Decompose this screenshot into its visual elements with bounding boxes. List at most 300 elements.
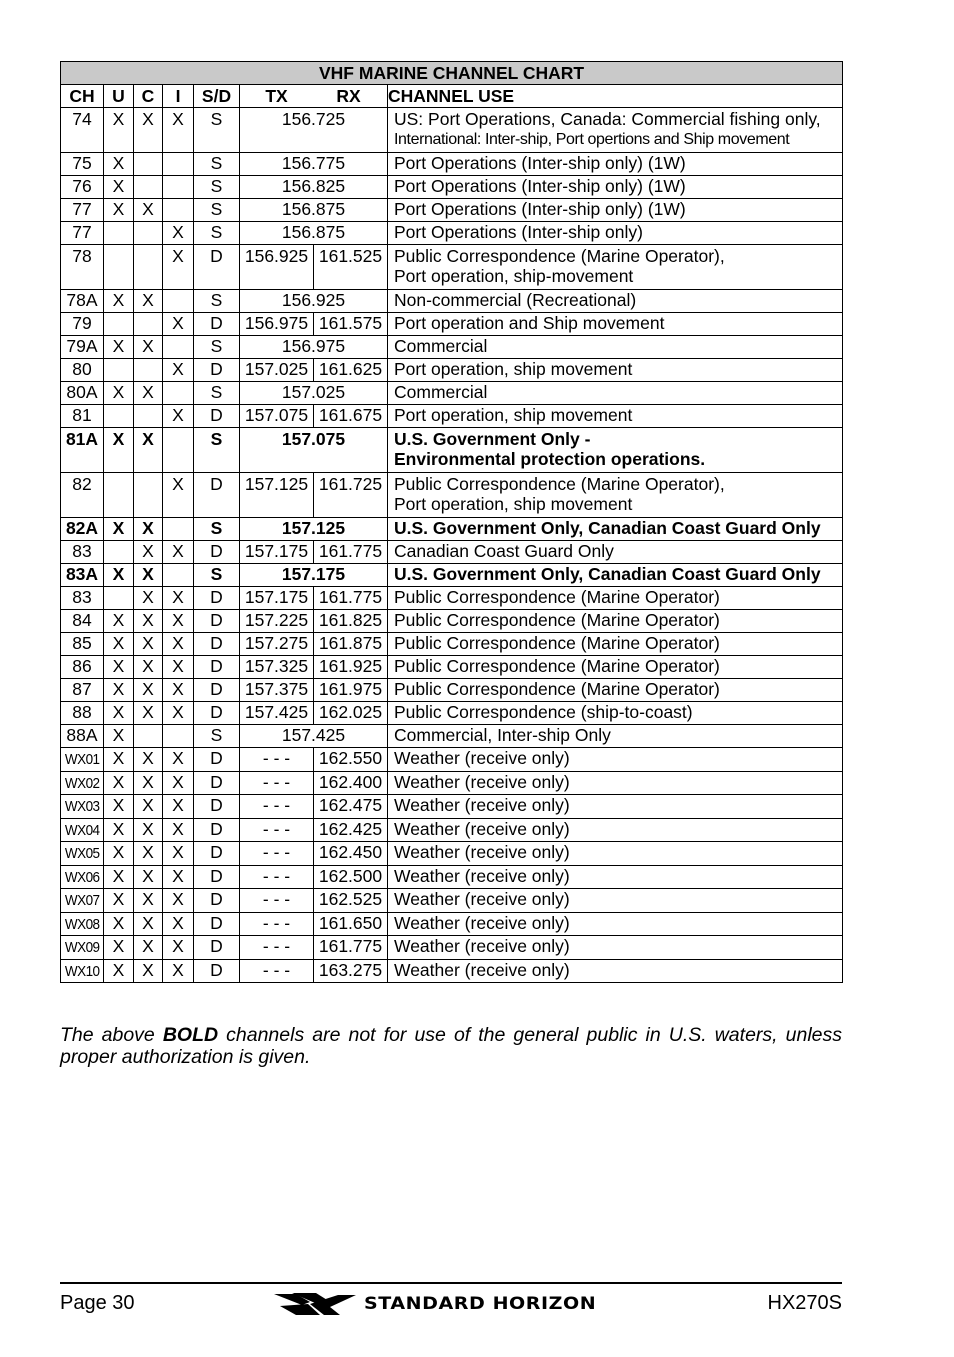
channel-use-line: Weather (receive only) xyxy=(394,936,570,956)
channel-number: WX02 xyxy=(64,774,100,792)
simplex-duplex-cell: D xyxy=(194,818,240,842)
intl-mode-cell xyxy=(163,725,194,748)
canada-mode-cell: X xyxy=(134,771,163,795)
channel-use-line: Weather (receive only) xyxy=(394,771,570,792)
channel-number-cell xyxy=(61,656,104,679)
intl-mode-cell: X xyxy=(163,771,194,795)
usa-mode-cell: X xyxy=(104,725,134,748)
simplex-duplex-cell: S xyxy=(194,428,240,473)
table-title: VHF MARINE CHANNEL CHART xyxy=(61,62,843,85)
table-row xyxy=(61,108,843,153)
canada-mode-cell: X xyxy=(134,633,163,656)
channel-use-cell xyxy=(388,336,843,359)
usa-mode-cell: X xyxy=(104,842,134,866)
channel-number: 82 xyxy=(72,474,92,494)
channel-use-line: Port operation, ship-movement xyxy=(394,265,634,286)
table-row xyxy=(61,795,843,819)
channel-use-cell xyxy=(388,889,843,913)
channel-use-line: Commercial xyxy=(394,382,488,402)
channel-number: WX06 xyxy=(64,868,100,886)
channel-number: WX01 xyxy=(64,751,100,768)
tx-frequency-cell: 157.075 xyxy=(240,405,314,428)
tx-frequency-cell: 157.375 xyxy=(240,679,314,702)
tx-frequency-cell: - - - xyxy=(240,936,314,960)
rx-frequency-cell: 162.450 xyxy=(314,842,388,866)
channel-number-cell xyxy=(61,633,104,656)
channel-use-cell xyxy=(388,473,843,518)
frequency-cell: 157.075 xyxy=(240,428,388,473)
channel-number: 79A xyxy=(66,336,98,356)
channel-use-cell xyxy=(388,564,843,587)
rx-frequency-cell: 161.775 xyxy=(314,541,388,564)
simplex-duplex-cell: D xyxy=(194,865,240,889)
canada-mode-cell: X xyxy=(134,610,163,633)
canada-mode-cell: X xyxy=(134,959,163,983)
tx-frequency-cell: - - - xyxy=(240,959,314,983)
usa-mode-cell xyxy=(104,473,134,518)
intl-mode-cell: X xyxy=(163,222,194,245)
tx-frequency-cell: 157.325 xyxy=(240,656,314,679)
channel-number-cell xyxy=(61,518,104,541)
frequency-cell: 157.025 xyxy=(240,382,388,405)
table-row xyxy=(61,959,843,983)
channel-use-cell xyxy=(388,818,843,842)
canada-mode-cell: X xyxy=(134,912,163,936)
channel-use-line: Public Correspondence (Marine Operator) xyxy=(394,633,720,653)
canada-mode-cell xyxy=(134,222,163,245)
rx-frequency-cell: 161.875 xyxy=(314,633,388,656)
channel-use-cell xyxy=(388,748,843,772)
canada-mode-cell xyxy=(134,725,163,748)
header-tx: TX xyxy=(265,86,288,106)
intl-mode-cell: X xyxy=(163,108,194,153)
channel-number-cell xyxy=(61,587,104,610)
channel-use-cell xyxy=(388,912,843,936)
simplex-duplex-cell: S xyxy=(194,382,240,405)
usa-mode-cell: X xyxy=(104,656,134,679)
header-i: I xyxy=(163,85,194,108)
usa-mode-cell xyxy=(104,405,134,428)
channel-number: 88 xyxy=(72,702,92,722)
usa-mode-cell: X xyxy=(104,518,134,541)
usa-mode-cell: X xyxy=(104,818,134,842)
tx-frequency-cell: - - - xyxy=(240,842,314,866)
usa-mode-cell: X xyxy=(104,633,134,656)
table-row xyxy=(61,725,843,748)
channel-number: WX07 xyxy=(64,892,100,909)
canada-mode-cell: X xyxy=(134,818,163,842)
rx-frequency-cell: 161.775 xyxy=(314,587,388,610)
simplex-duplex-cell: D xyxy=(194,936,240,960)
frequency-cell: 156.725 xyxy=(240,108,388,153)
channel-number: 84 xyxy=(72,610,92,630)
canada-mode-cell: X xyxy=(134,889,163,913)
table-row xyxy=(61,771,843,795)
tx-frequency-cell: 156.975 xyxy=(240,313,314,336)
tx-frequency-cell: 156.925 xyxy=(240,245,314,290)
channel-use-line: Port Operations (Inter-ship only) (1W) xyxy=(394,176,686,196)
usa-mode-cell: X xyxy=(104,702,134,725)
usa-mode-cell: X xyxy=(104,865,134,889)
channel-number-cell xyxy=(61,176,104,199)
channel-use-line: Port operation and Ship movement xyxy=(394,313,665,333)
rx-frequency-cell: 162.525 xyxy=(314,889,388,913)
frequency-cell: 157.425 xyxy=(240,725,388,748)
intl-mode-cell xyxy=(163,564,194,587)
tx-frequency-cell: 157.175 xyxy=(240,541,314,564)
simplex-duplex-cell: D xyxy=(194,245,240,290)
canada-mode-cell: X xyxy=(134,541,163,564)
table-row xyxy=(61,405,843,428)
tx-frequency-cell: 157.225 xyxy=(240,610,314,633)
canada-mode-cell: X xyxy=(134,656,163,679)
channel-number-cell xyxy=(61,865,104,889)
rx-frequency-cell: 162.425 xyxy=(314,818,388,842)
simplex-duplex-cell: D xyxy=(194,795,240,819)
channel-use-cell xyxy=(388,610,843,633)
header-channel-use: CHANNEL USE xyxy=(388,85,843,108)
simplex-duplex-cell: S xyxy=(194,199,240,222)
channel-use-line: Public Correspondence (Marine Operator), xyxy=(394,474,725,494)
tx-frequency-cell: 157.125 xyxy=(240,473,314,518)
channel-use-cell xyxy=(388,359,843,382)
channel-use-line: Public Correspondence (Marine Operator) xyxy=(394,679,720,699)
channel-number-cell xyxy=(61,405,104,428)
canada-mode-cell: X xyxy=(134,336,163,359)
frequency-cell: 157.175 xyxy=(240,564,388,587)
channel-use-line: Weather (receive only) xyxy=(394,842,570,862)
channel-number-cell xyxy=(61,936,104,960)
channel-number: 81 xyxy=(72,405,92,425)
usa-mode-cell: X xyxy=(104,199,134,222)
rx-frequency-cell: 161.725 xyxy=(314,473,388,518)
channel-use-line: Public Correspondence (Marine Operator), xyxy=(394,246,725,266)
tx-frequency-cell: 157.425 xyxy=(240,702,314,725)
bold-channels-footnote xyxy=(60,1024,842,1068)
channel-number-cell xyxy=(61,564,104,587)
table-row xyxy=(61,176,843,199)
intl-mode-cell xyxy=(163,382,194,405)
channel-number: 83 xyxy=(72,587,92,607)
channel-number-cell xyxy=(61,245,104,290)
simplex-duplex-cell: D xyxy=(194,959,240,983)
channel-use-cell xyxy=(388,865,843,889)
channel-use-cell xyxy=(388,382,843,405)
tx-frequency-cell: - - - xyxy=(240,912,314,936)
table-row xyxy=(61,610,843,633)
intl-mode-cell: X xyxy=(163,245,194,290)
channel-number-cell xyxy=(61,610,104,633)
channel-use-cell xyxy=(388,771,843,795)
channel-number-cell xyxy=(61,382,104,405)
channel-use-cell xyxy=(388,842,843,866)
table-row xyxy=(61,889,843,913)
simplex-duplex-cell: S xyxy=(194,336,240,359)
channel-use-cell xyxy=(388,222,843,245)
table-row xyxy=(61,518,843,541)
usa-mode-cell: X xyxy=(104,176,134,199)
channel-use-cell xyxy=(388,587,843,610)
usa-mode-cell xyxy=(104,313,134,336)
channel-use-cell xyxy=(388,959,843,983)
canada-mode-cell: X xyxy=(134,679,163,702)
intl-mode-cell: X xyxy=(163,702,194,725)
channel-use-line: U.S. Government Only, Canadian Coast Guard Only xyxy=(394,564,821,584)
frequency-cell: 156.975 xyxy=(240,336,388,359)
channel-use-line: Port Operations (Inter-ship only) (1W) xyxy=(394,199,686,219)
usa-mode-cell: X xyxy=(104,771,134,795)
channel-use-cell xyxy=(388,518,843,541)
channel-number-cell xyxy=(61,541,104,564)
channel-number: 81A xyxy=(65,429,99,449)
brand-name: STANDARD HORIZON xyxy=(364,1294,597,1314)
simplex-duplex-cell: D xyxy=(194,405,240,428)
table-row xyxy=(61,702,843,725)
tx-frequency-cell: 157.025 xyxy=(240,359,314,382)
table-body xyxy=(61,108,843,983)
channel-use-cell xyxy=(388,428,843,473)
channel-use-cell xyxy=(388,679,843,702)
usa-mode-cell: X xyxy=(104,959,134,983)
usa-mode-cell: X xyxy=(104,290,134,313)
channel-use-line: Environmental protection operations. xyxy=(394,448,706,469)
intl-mode-cell: X xyxy=(163,313,194,336)
canada-mode-cell: X xyxy=(134,936,163,960)
channel-use-cell xyxy=(388,153,843,176)
channel-use-line: Port Operations (Inter-ship only) (1W) xyxy=(394,153,686,173)
table-header-row xyxy=(61,85,843,108)
channel-use-line: Commercial, Inter-ship Only xyxy=(394,725,611,745)
channel-number: 87 xyxy=(72,679,92,699)
intl-mode-cell: X xyxy=(163,541,194,564)
channel-use-line: Public Correspondence (Marine Operator) xyxy=(394,656,720,676)
canada-mode-cell: X xyxy=(134,748,163,772)
rx-frequency-cell: 161.650 xyxy=(314,912,388,936)
simplex-duplex-cell: D xyxy=(194,656,240,679)
channel-use-cell xyxy=(388,290,843,313)
channel-use-cell xyxy=(388,795,843,819)
header-rx: RX xyxy=(336,86,361,106)
channel-number-cell xyxy=(61,842,104,866)
canada-mode-cell: X xyxy=(134,865,163,889)
channel-use-cell xyxy=(388,702,843,725)
channel-number-cell xyxy=(61,473,104,518)
table-row xyxy=(61,818,843,842)
channel-use-line: Port operation, ship movement xyxy=(394,493,633,514)
simplex-duplex-cell: D xyxy=(194,771,240,795)
channel-number: 76 xyxy=(72,176,92,196)
table-row xyxy=(61,199,843,222)
usa-mode-cell xyxy=(104,245,134,290)
intl-mode-cell: X xyxy=(163,473,194,518)
table-row xyxy=(61,748,843,772)
channel-number-cell xyxy=(61,912,104,936)
intl-mode-cell xyxy=(163,518,194,541)
rx-frequency-cell: 161.975 xyxy=(314,679,388,702)
channel-number: 77 xyxy=(72,222,92,242)
intl-mode-cell: X xyxy=(163,679,194,702)
usa-mode-cell: X xyxy=(104,610,134,633)
channel-use-cell xyxy=(388,633,843,656)
table-row xyxy=(61,912,843,936)
usa-mode-cell: X xyxy=(104,748,134,772)
usa-mode-cell xyxy=(104,222,134,245)
canada-mode-cell: X xyxy=(134,842,163,866)
rx-frequency-cell: 162.550 xyxy=(314,748,388,772)
intl-mode-cell xyxy=(163,428,194,473)
canada-mode-cell: X xyxy=(134,382,163,405)
channel-number-cell xyxy=(61,108,104,153)
channel-number-cell xyxy=(61,313,104,336)
simplex-duplex-cell: D xyxy=(194,359,240,382)
channel-number: WX09 xyxy=(64,939,100,956)
intl-mode-cell xyxy=(163,176,194,199)
usa-mode-cell xyxy=(104,541,134,564)
table-row xyxy=(61,541,843,564)
intl-mode-cell: X xyxy=(163,912,194,936)
intl-mode-cell: X xyxy=(163,889,194,913)
rx-frequency-cell: 162.475 xyxy=(314,795,388,819)
intl-mode-cell: X xyxy=(163,936,194,960)
canada-mode-cell: X xyxy=(134,199,163,222)
channel-use-cell xyxy=(388,656,843,679)
channel-use-line: International: Inter-ship, Port opertions and Ship movement xyxy=(394,130,790,148)
canada-mode-cell: X xyxy=(134,564,163,587)
model-number: HX270S xyxy=(767,1292,842,1314)
rx-frequency-cell: 162.025 xyxy=(314,702,388,725)
simplex-duplex-cell: D xyxy=(194,633,240,656)
channel-number: WX10 xyxy=(64,962,100,980)
rx-frequency-cell: 162.500 xyxy=(314,865,388,889)
channel-number-cell xyxy=(61,725,104,748)
channel-use-cell xyxy=(388,199,843,222)
channel-number: WX03 xyxy=(64,798,100,815)
channel-number-cell xyxy=(61,771,104,795)
channel-number: 77 xyxy=(72,199,92,219)
canada-mode-cell: X xyxy=(134,428,163,473)
simplex-duplex-cell: D xyxy=(194,610,240,633)
tx-frequency-cell: - - - xyxy=(240,818,314,842)
rx-frequency-cell: 161.575 xyxy=(314,313,388,336)
canada-mode-cell xyxy=(134,245,163,290)
table-row xyxy=(61,633,843,656)
usa-mode-cell: X xyxy=(104,382,134,405)
simplex-duplex-cell: D xyxy=(194,889,240,913)
rx-frequency-cell: 161.675 xyxy=(314,405,388,428)
canada-mode-cell xyxy=(134,405,163,428)
channel-use-line: Weather (receive only) xyxy=(394,795,570,815)
intl-mode-cell: X xyxy=(163,842,194,866)
channel-number-cell xyxy=(61,748,104,772)
simplex-duplex-cell: D xyxy=(194,587,240,610)
simplex-duplex-cell: D xyxy=(194,912,240,936)
intl-mode-cell xyxy=(163,336,194,359)
usa-mode-cell: X xyxy=(104,795,134,819)
intl-mode-cell: X xyxy=(163,865,194,889)
usa-mode-cell: X xyxy=(104,428,134,473)
rx-frequency-cell: 161.925 xyxy=(314,656,388,679)
table-row xyxy=(61,656,843,679)
channel-use-line: US: Port Operations, Canada: Commercial fishing only, xyxy=(394,109,821,129)
tx-frequency-cell: - - - xyxy=(240,748,314,772)
channel-use-line: Non-commercial (Recreational) xyxy=(394,290,637,310)
channel-use-cell xyxy=(388,313,843,336)
frequency-cell: 156.925 xyxy=(240,290,388,313)
canada-mode-cell: X xyxy=(134,587,163,610)
table-row xyxy=(61,587,843,610)
channel-number-cell xyxy=(61,889,104,913)
table-row xyxy=(61,359,843,382)
footer-divider xyxy=(60,1282,842,1284)
channel-use-cell xyxy=(388,936,843,960)
channel-use-line: Commercial xyxy=(394,336,488,356)
simplex-duplex-cell: D xyxy=(194,702,240,725)
usa-mode-cell: X xyxy=(104,153,134,176)
rx-frequency-cell: 161.525 xyxy=(314,245,388,290)
channel-use-line: Weather (receive only) xyxy=(394,912,570,933)
channel-use-line: Port operation, ship movement xyxy=(394,405,633,425)
vhf-channel-chart-table xyxy=(60,61,843,983)
channel-use-line: Port operation, ship movement xyxy=(394,359,633,379)
channel-use-line: Public Correspondence (Marine Operator) xyxy=(394,587,720,607)
channel-use-cell xyxy=(388,405,843,428)
table-row xyxy=(61,382,843,405)
channel-number: 83 xyxy=(72,541,92,561)
simplex-duplex-cell: D xyxy=(194,748,240,772)
channel-use-cell xyxy=(388,541,843,564)
usa-mode-cell xyxy=(104,587,134,610)
channel-use-line: Weather (receive only) xyxy=(394,889,570,909)
footnote-text-after: channels are not for use of the general public in U.S. waters, unless proper authorization is given. xyxy=(60,1024,842,1068)
simplex-duplex-cell: S xyxy=(194,176,240,199)
simplex-duplex-cell: D xyxy=(194,842,240,866)
simplex-duplex-cell: D xyxy=(194,679,240,702)
tx-frequency-cell: 157.275 xyxy=(240,633,314,656)
table-row xyxy=(61,679,843,702)
intl-mode-cell: X xyxy=(163,359,194,382)
usa-mode-cell xyxy=(104,359,134,382)
table-row xyxy=(61,842,843,866)
canada-mode-cell xyxy=(134,473,163,518)
table-row xyxy=(61,245,843,290)
standard-horizon-logo-icon xyxy=(274,1291,356,1317)
channel-number-cell xyxy=(61,359,104,382)
channel-number-cell xyxy=(61,336,104,359)
brand-logo xyxy=(274,1290,597,1318)
channel-number: 85 xyxy=(72,633,92,653)
table-row xyxy=(61,153,843,176)
intl-mode-cell xyxy=(163,153,194,176)
simplex-duplex-cell: D xyxy=(194,541,240,564)
channel-use-line: Weather (receive only) xyxy=(394,748,570,768)
frequency-cell: 156.825 xyxy=(240,176,388,199)
table-row xyxy=(61,336,843,359)
footnote-bold-word: BOLD xyxy=(162,1024,219,1046)
frequency-cell: 157.125 xyxy=(240,518,388,541)
channel-number: 78A xyxy=(66,290,98,310)
tx-frequency-cell: - - - xyxy=(240,889,314,913)
channel-use-cell xyxy=(388,245,843,290)
frequency-cell: 156.875 xyxy=(240,199,388,222)
channel-number-cell xyxy=(61,818,104,842)
intl-mode-cell: X xyxy=(163,405,194,428)
canada-mode-cell: X xyxy=(134,702,163,725)
simplex-duplex-cell: S xyxy=(194,108,240,153)
usa-mode-cell: X xyxy=(104,679,134,702)
canada-mode-cell xyxy=(134,153,163,176)
rx-frequency-cell: 162.400 xyxy=(314,771,388,795)
channel-number: 74 xyxy=(72,109,92,129)
